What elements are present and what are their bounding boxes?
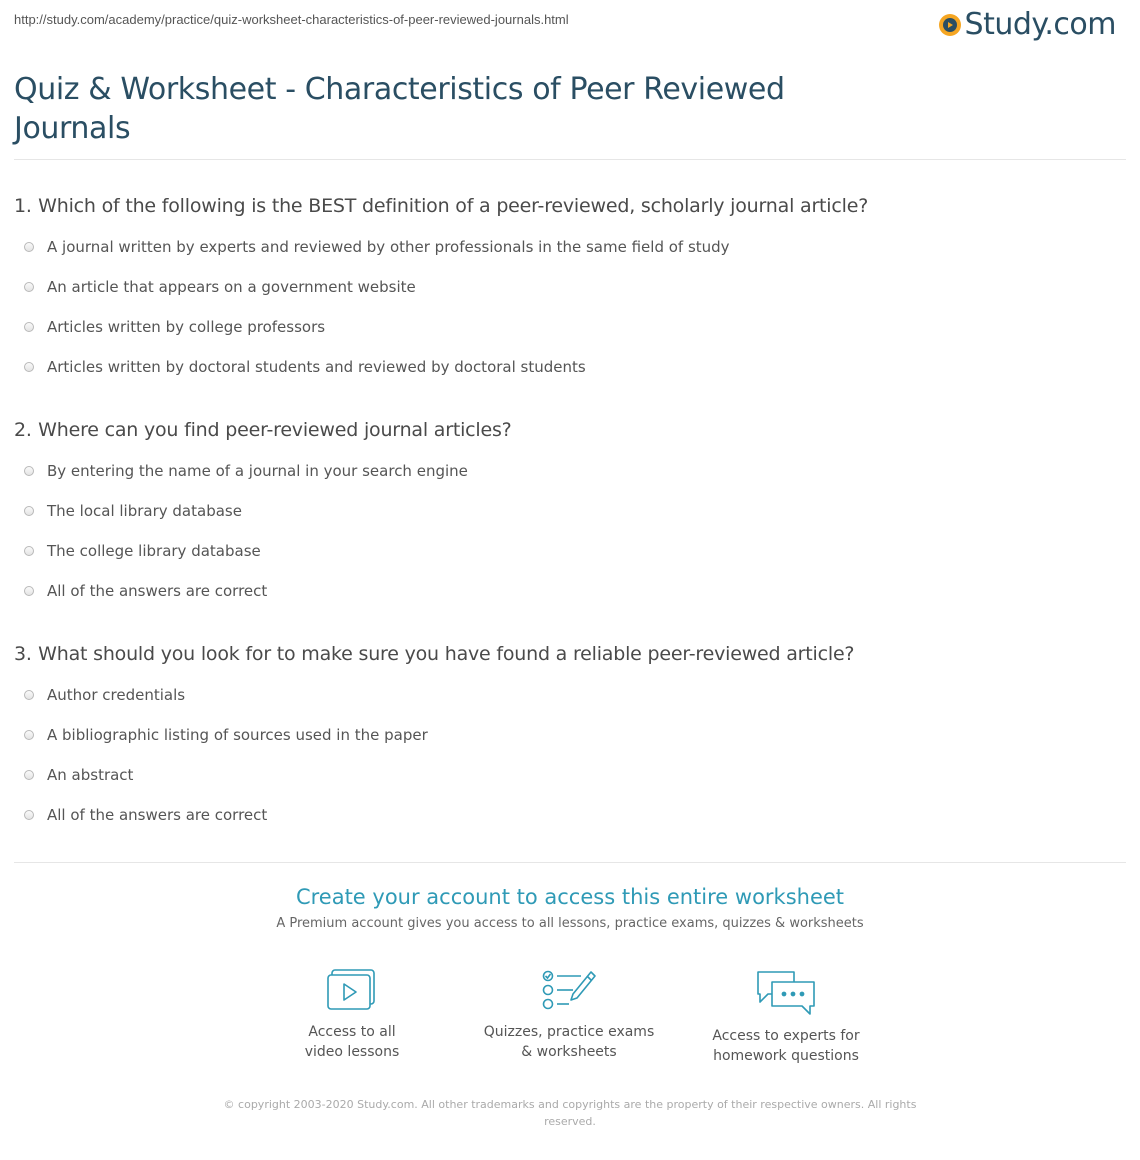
answer-label: An article that appears on a government website — [47, 278, 416, 296]
answer-option[interactable] — [14, 675, 1124, 715]
question-2 — [14, 417, 1124, 611]
question-text — [14, 193, 1124, 219]
question-text — [14, 641, 1124, 667]
question-number: 3. — [14, 643, 32, 665]
answer-option[interactable] — [14, 755, 1124, 795]
top-bar — [14, 0, 1126, 52]
feature-video-lessons — [252, 968, 452, 1062]
answer-label: A bibliographic listing of sources used in the paper — [47, 726, 428, 744]
answer-option[interactable] — [14, 715, 1124, 755]
answer-label: A journal written by experts and reviewed by other professionals in the same field of study — [47, 238, 730, 256]
answer-label: By entering the name of a journal in your search engine — [47, 462, 468, 480]
play-logo-icon — [939, 14, 961, 36]
answer-option[interactable] — [14, 307, 1124, 347]
expert-chat-icon — [754, 968, 818, 1016]
question-1 — [14, 193, 1124, 387]
feature-label: Access to all video lessons — [304, 1024, 400, 1060]
question-3 — [14, 641, 1124, 835]
radio-button[interactable] — [24, 242, 34, 252]
copyright-text: © copyright 2003-2020 Study.com. All other trademarks and copyrights are the property of their respective owners. All rights reserved. — [223, 1098, 917, 1128]
answer-option[interactable] — [14, 491, 1124, 531]
feature-quizzes — [469, 968, 669, 1062]
radio-button[interactable] — [24, 690, 34, 700]
section-divider — [14, 862, 1126, 863]
radio-button[interactable] — [24, 586, 34, 596]
question-number: 2. — [14, 419, 32, 441]
logo-text: Study.com — [964, 6, 1116, 42]
question-text — [14, 417, 1124, 443]
quiz-checklist-icon — [541, 968, 597, 1012]
answer-option[interactable] — [14, 451, 1124, 491]
title-divider — [14, 159, 1126, 160]
answer-option[interactable] — [14, 267, 1124, 307]
answer-option[interactable] — [14, 795, 1124, 835]
radio-button[interactable] — [24, 810, 34, 820]
page-url: http://study.com/academy/practice/quiz-worksheet-characteristics-of-peer-reviewed-journals.html — [14, 12, 569, 27]
answer-label: Author credentials — [47, 686, 186, 704]
answer-label: All of the answers are correct — [47, 582, 268, 600]
answer-label: Articles written by college professors — [47, 318, 326, 336]
question-label: Which of the following is the BEST definition of a peer-reviewed, scholarly journal article? — [38, 195, 869, 217]
feature-label: Access to experts for homework questions — [712, 1028, 860, 1064]
radio-button[interactable] — [24, 282, 34, 292]
feature-label: Quizzes, practice exams & worksheets — [483, 1024, 655, 1060]
video-lessons-icon — [326, 968, 378, 1012]
radio-button[interactable] — [24, 730, 34, 740]
create-account-link[interactable]: Create your account to access this entire worksheet — [295, 885, 845, 909]
radio-button[interactable] — [24, 546, 34, 556]
answer-option[interactable] — [14, 227, 1124, 267]
study-logo[interactable] — [939, 6, 1116, 42]
answer-label: The local library database — [47, 502, 242, 520]
answer-option[interactable] — [14, 347, 1124, 387]
radio-button[interactable] — [24, 466, 34, 476]
radio-button[interactable] — [24, 770, 34, 780]
answer-option[interactable] — [14, 571, 1124, 611]
answer-label: An abstract — [47, 766, 134, 784]
answer-label: The college library database — [47, 542, 261, 560]
radio-button[interactable] — [24, 322, 34, 332]
feature-experts — [686, 968, 886, 1066]
page-title: Quiz & Worksheet - Characteristics of Peer Reviewed Journals — [14, 72, 785, 146]
question-label: What should you look for to make sure you have found a reliable peer-reviewed article? — [38, 643, 855, 665]
radio-button[interactable] — [24, 362, 34, 372]
answer-label: Articles written by doctoral students and reviewed by doctoral students — [47, 358, 586, 376]
radio-button[interactable] — [24, 506, 34, 516]
cta-subtitle: A Premium account gives you access to all lessons, practice exams, quizzes & worksheets — [276, 916, 864, 931]
answer-label: All of the answers are correct — [47, 806, 268, 824]
question-number: 1. — [14, 195, 32, 217]
answer-option[interactable] — [14, 531, 1124, 571]
question-label: Where can you find peer-reviewed journal articles? — [38, 419, 512, 441]
